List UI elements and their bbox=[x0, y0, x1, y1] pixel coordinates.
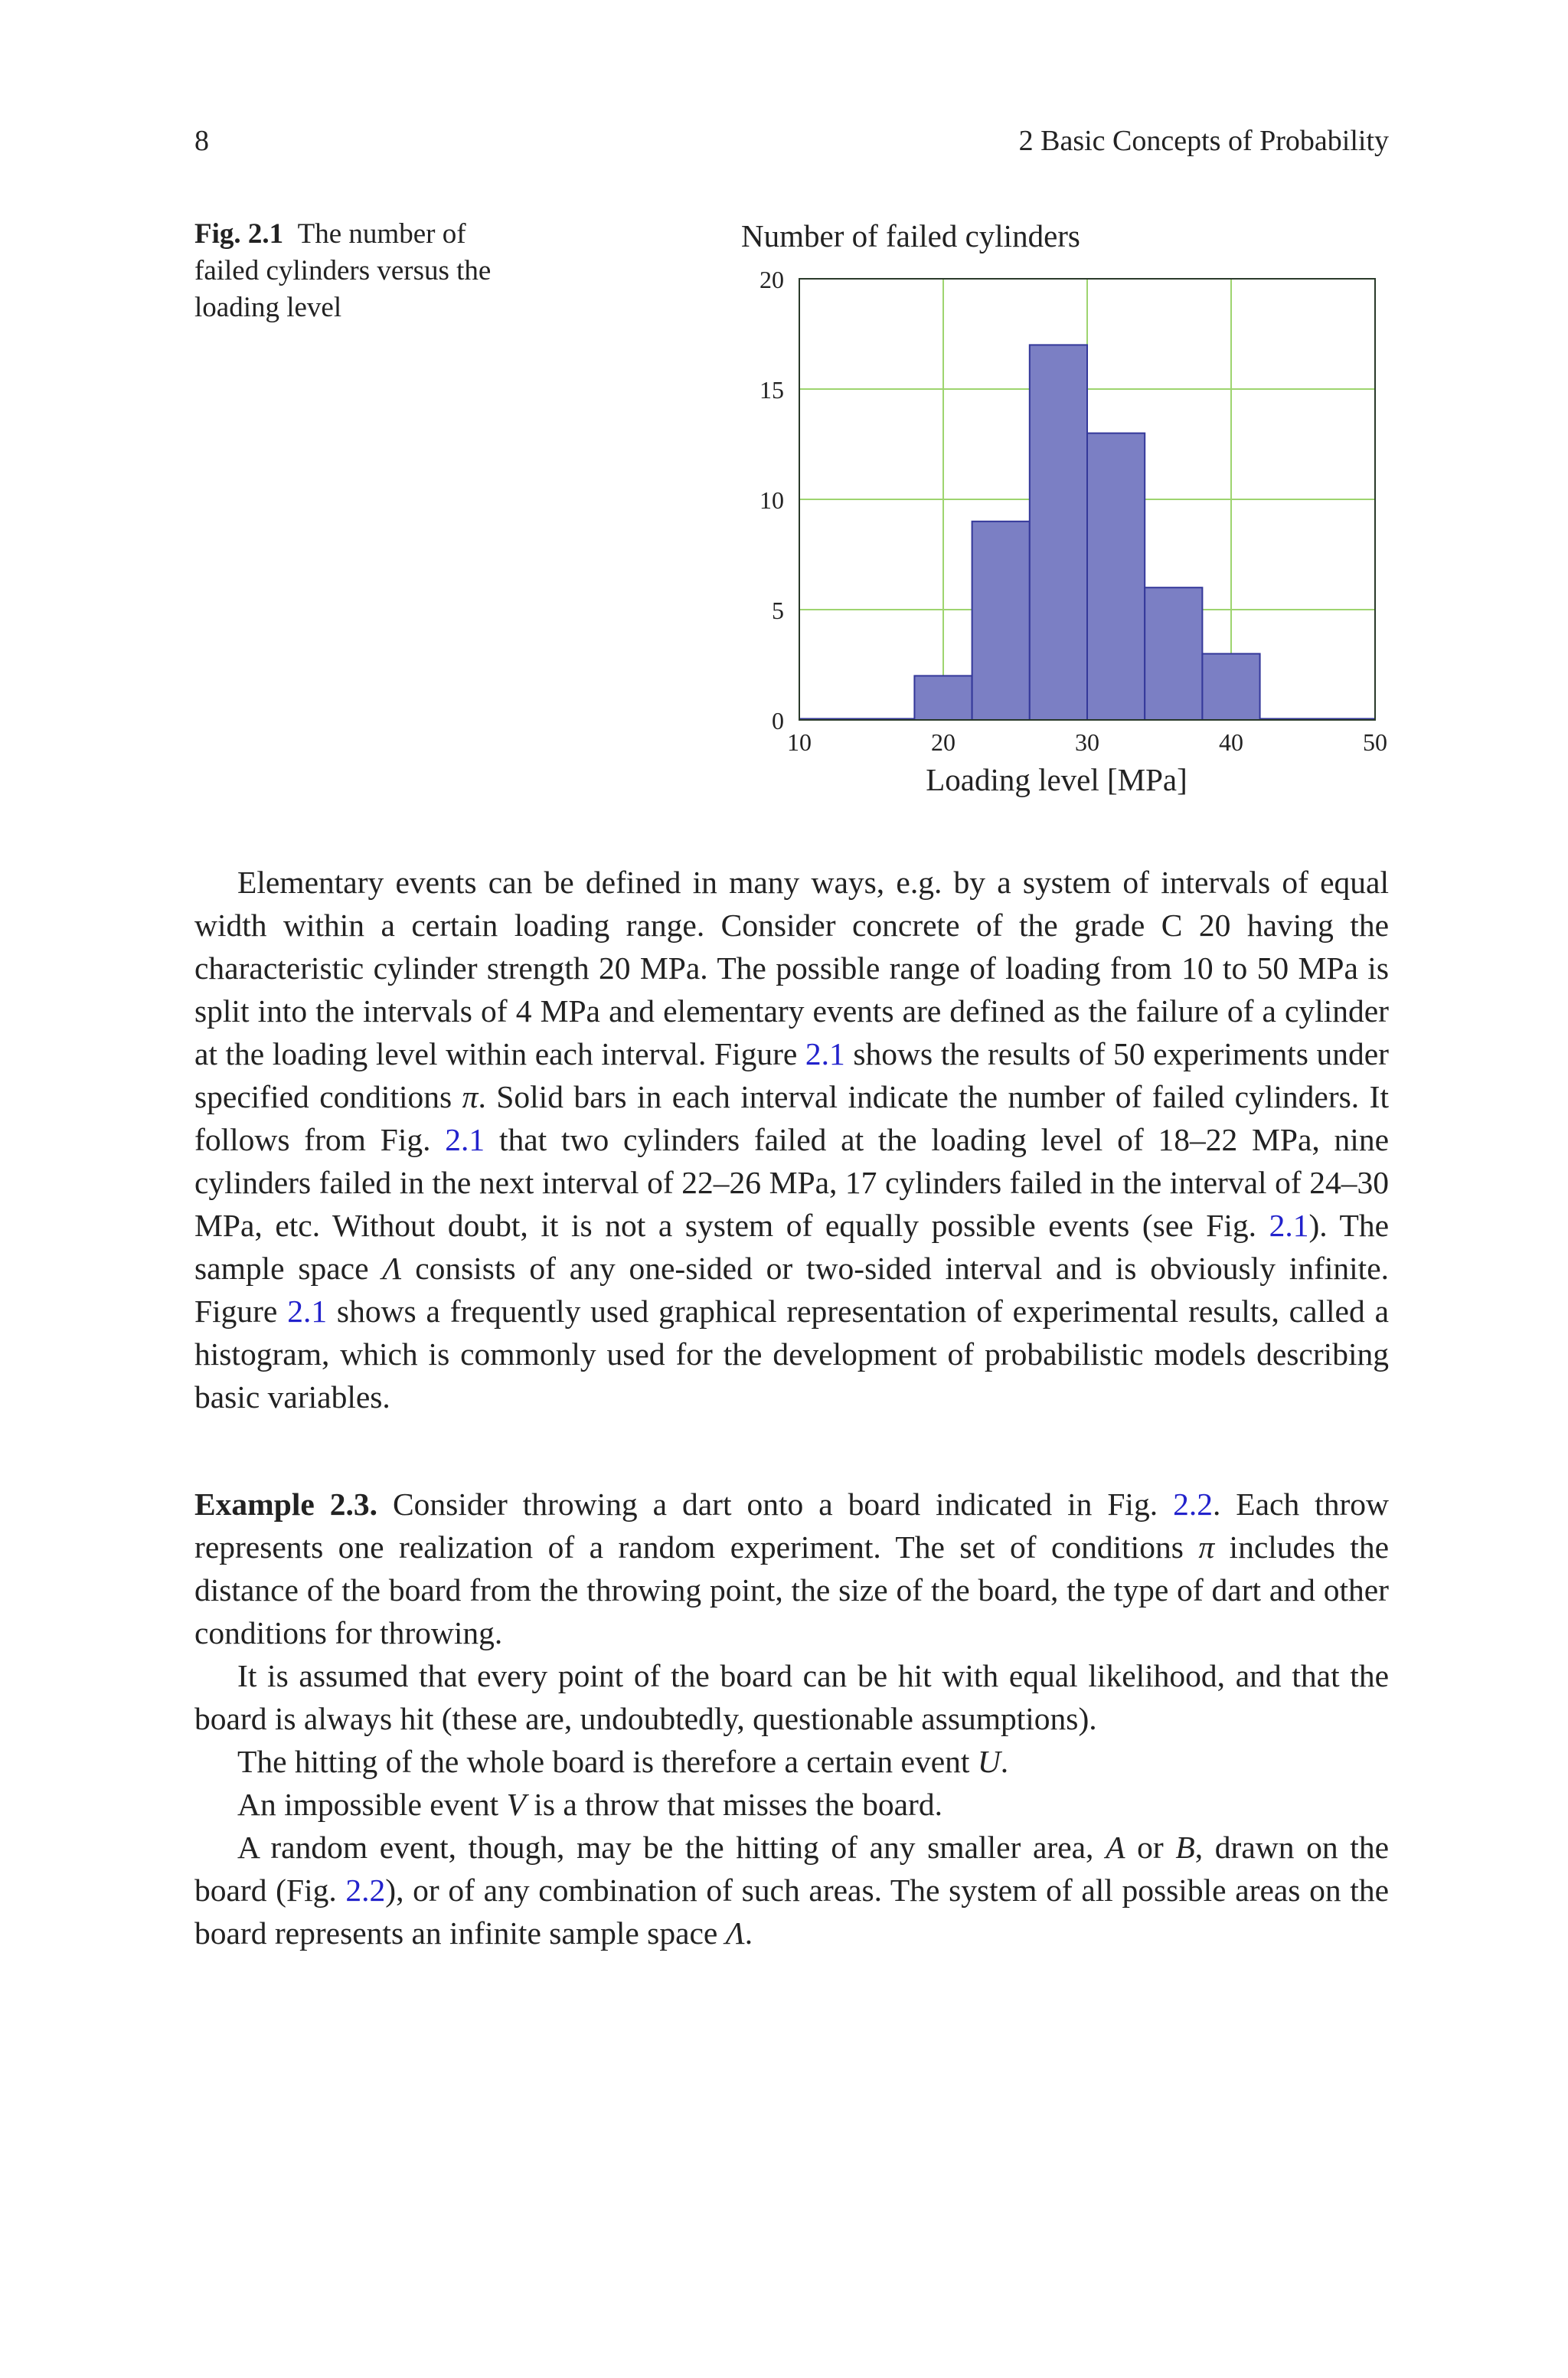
para1-text-2: shows the results of 50 experiments under specified conditions bbox=[194, 1036, 1389, 1114]
y-tick-labels bbox=[760, 266, 784, 734]
page-number: 8 bbox=[194, 125, 209, 157]
y-tick-label: 0 bbox=[772, 707, 784, 734]
figure-ref-2-1[interactable]: 2.1 bbox=[445, 1122, 485, 1157]
x-tick-label: 50 bbox=[1363, 728, 1387, 756]
para1-text-7: shows a frequently used graphical representation of experimental results, called a histogram, which is commonly used for the development of probabilistic models describing basic variables. bbox=[194, 1294, 1389, 1415]
figure-ref-2-1[interactable]: 2.1 bbox=[1269, 1208, 1309, 1243]
y-tick-label: 15 bbox=[760, 376, 784, 404]
y-tick-label: 20 bbox=[760, 266, 784, 293]
symbol-pi: π bbox=[462, 1079, 479, 1114]
figure-ref-2-1[interactable]: 2.1 bbox=[287, 1294, 328, 1329]
y-tick-label: 10 bbox=[760, 486, 784, 514]
para6-text-2: or bbox=[1125, 1830, 1176, 1865]
example-label: Example 2.3. bbox=[194, 1487, 377, 1522]
symbol-a: A bbox=[1106, 1830, 1125, 1865]
symbol-pi: π bbox=[1198, 1529, 1215, 1565]
example-text-2: . Each throw represents one realization of a random experiment. The set of conditions bbox=[194, 1487, 1390, 1565]
histogram-chart bbox=[720, 214, 1409, 812]
x-axis-label: Loading level [MPa] bbox=[926, 762, 1187, 797]
para1-text-1: Elementary events can be defined in many ways, e.g. by a system of intervals of equal width within a certain loading range. Consider concrete of the grade C 20 having the characteristic cylinder strength 20 MPa. The possible range of loading from 10 to 50 MPa is split into the intervals of 4 MPa and elementary events are defined as the failure of a cylinder at the loading level within each interval. Figure bbox=[194, 865, 1389, 1071]
symbol-u: U bbox=[977, 1744, 1001, 1779]
symbol-v: V bbox=[506, 1787, 526, 1822]
x-tick-label: 40 bbox=[1219, 728, 1243, 756]
y-tick-label: 5 bbox=[772, 597, 784, 624]
running-title: 2 Basic Concepts of Probability bbox=[1018, 125, 1389, 157]
x-tick-label: 10 bbox=[787, 728, 812, 756]
histogram-bar bbox=[972, 522, 1030, 720]
body-paragraph bbox=[194, 861, 1389, 1418]
symbol-b: B bbox=[1175, 1830, 1195, 1865]
para6-text-1: A random event, though, may be the hitting of any smaller area, bbox=[237, 1830, 1106, 1865]
histogram-bar bbox=[1030, 345, 1087, 720]
example-block bbox=[194, 1483, 1389, 1954]
figure-caption bbox=[194, 216, 531, 326]
figure-ref-2-2[interactable]: 2.2 bbox=[1173, 1487, 1213, 1522]
para1-text-3: . Solid bars in each interval indicate the number of failed cylinders. It follows from Fig. bbox=[194, 1079, 1389, 1157]
para6-text-4: ), or of any combination of such areas. The system of all possible areas on the board represents an infinite sample space bbox=[194, 1873, 1389, 1951]
para4-text-2: . bbox=[1000, 1744, 1009, 1779]
chart-bars bbox=[799, 345, 1375, 720]
figure-ref-2-1[interactable]: 2.1 bbox=[805, 1036, 845, 1071]
x-tick-label: 20 bbox=[931, 728, 956, 756]
figure-caption-text: The number of failed cylinders versus the loading level bbox=[194, 218, 492, 323]
histogram-bar bbox=[1145, 587, 1202, 720]
y-axis-label: Number of failed cylinders bbox=[741, 218, 1080, 254]
x-tick-labels bbox=[787, 728, 1387, 756]
assumption-paragraph: It is assumed that every point of the board can be hit with equal likelihood, and that the board is always hit (these are, undoubtedly, questionable assumptions). bbox=[194, 1658, 1389, 1736]
histogram-bar bbox=[1202, 654, 1259, 720]
para1-text-6: consists of any one-sided or two-sided interval and is obviously infinite. Figure bbox=[194, 1251, 1389, 1329]
symbol-lambda: Λ bbox=[382, 1251, 402, 1286]
x-tick-label: 30 bbox=[1075, 728, 1099, 756]
histogram-bar bbox=[1087, 433, 1145, 720]
figure-ref-2-2[interactable]: 2.2 bbox=[345, 1873, 386, 1908]
example-text-3: includes the distance of the board from the throwing point, the size of the board, the type of dart and other conditions for throwing. bbox=[194, 1529, 1389, 1650]
para6-text-5: . bbox=[744, 1915, 753, 1951]
para1-text-5: ). The sample space bbox=[194, 1208, 1390, 1286]
histogram-bar bbox=[914, 675, 972, 720]
para5-text-2: is a throw that misses the board. bbox=[525, 1787, 942, 1822]
para5-text-1: An impossible event bbox=[237, 1787, 507, 1822]
para4-text-1: The hitting of the whole board is therefore a certain event bbox=[237, 1744, 978, 1779]
example-text-1: Consider throwing a dart onto a board indicated in Fig. bbox=[377, 1487, 1174, 1522]
figure-label: Fig. 2.1 bbox=[194, 218, 284, 250]
symbol-lambda: Λ bbox=[725, 1915, 745, 1951]
para1-text-4: that two cylinders failed at the loading level of 18–22 MPa, nine cylinders failed in the next interval of 22–26 MPa, 17 cylinders failed in the interval of 24–30 MPa, etc. Without doubt, it is not a system of equally possible events (see Fig. bbox=[194, 1122, 1389, 1243]
para6-text-3: , drawn on the board (Fig. bbox=[194, 1830, 1389, 1908]
